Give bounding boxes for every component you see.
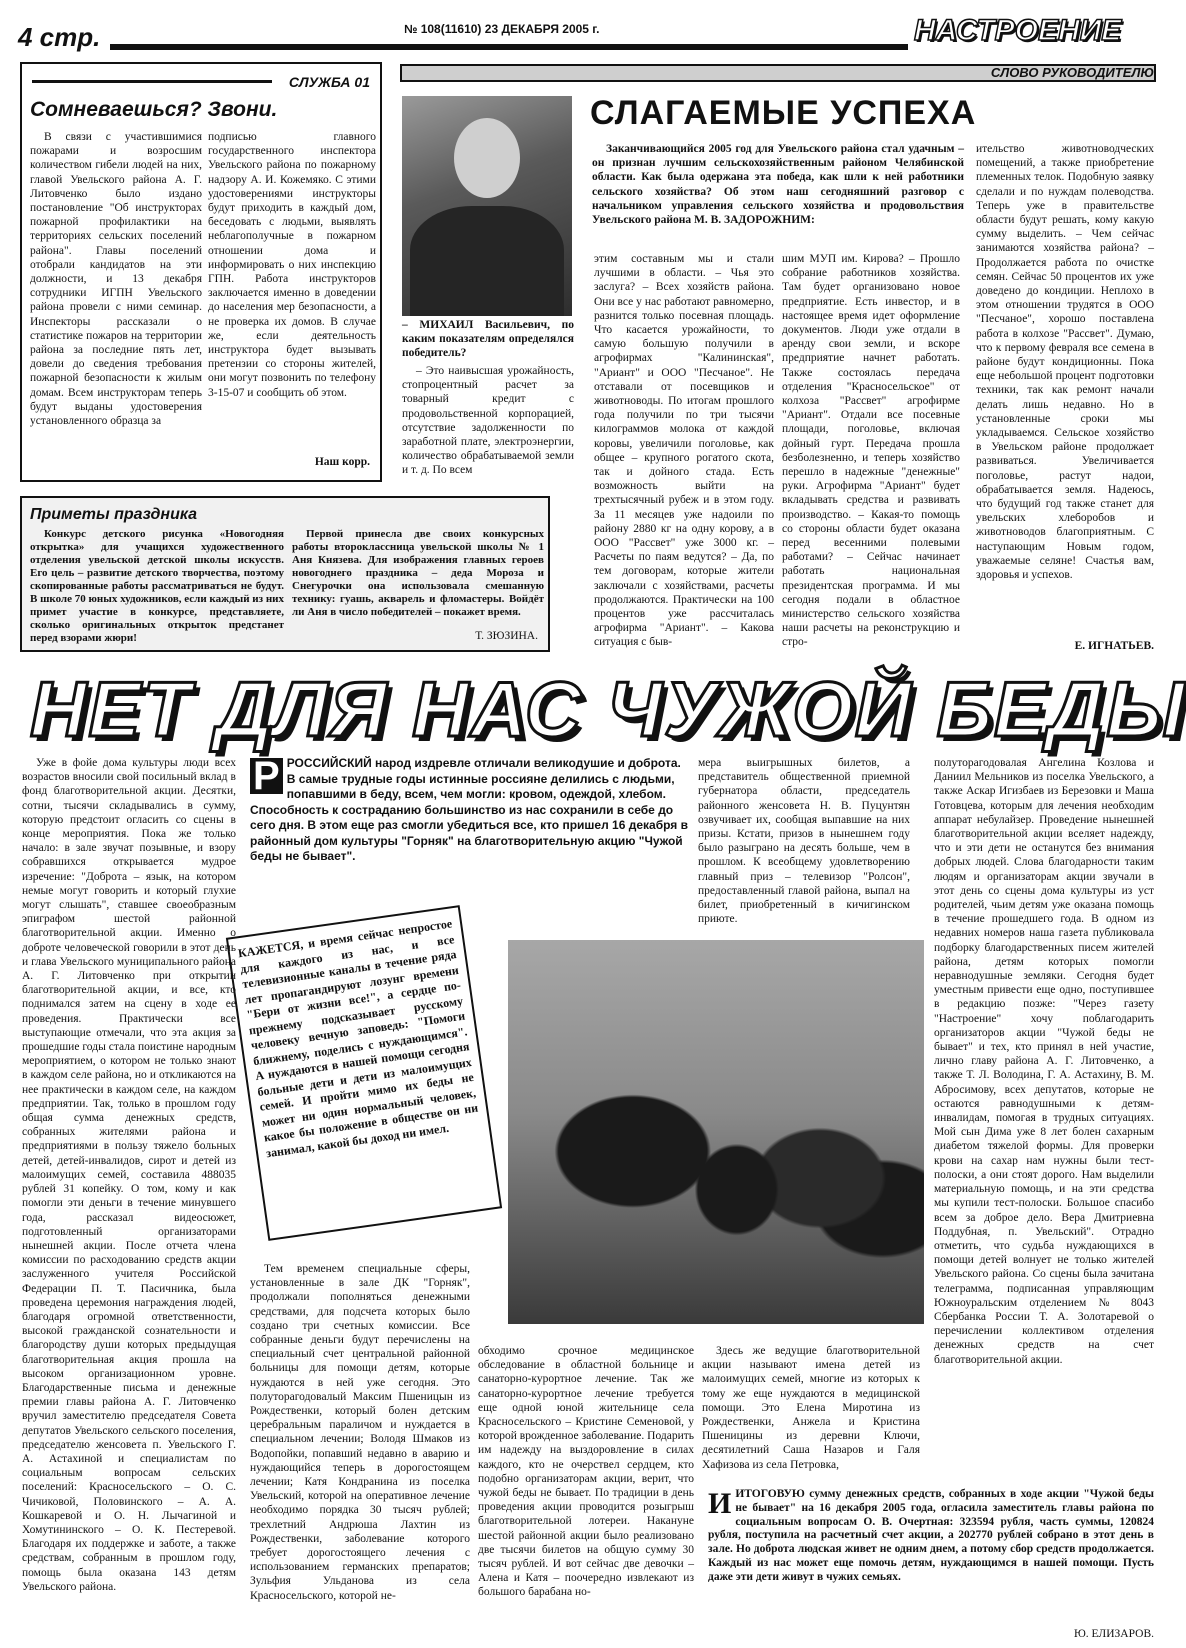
charity-headline: НЕТ ДЛЯ НАС ЧУЖОЙ БЕДЫ <box>30 665 1186 753</box>
text-column <box>976 142 1154 636</box>
text-column <box>478 1344 694 1630</box>
divider <box>32 80 272 83</box>
text-column <box>934 756 1154 1472</box>
rubric: СЛОВО РУКОВОДИТЕЛЮ <box>990 65 1154 80</box>
text-column <box>698 756 910 926</box>
paragraph: шим МУП им. Кирова? – Прошло собрание работников хозяйства. Там будет организовано новое предприятие. Есть инвестор, и в настоящее время идет оформление документов. Люди уже отдали в аренду свои земли, и вскоре предприятие начнет работать. Также состоялась передача отделения "Красносельское" от колхоза "Рассвет" агрофирме "Ариант". Отдали все посевные площади, поголовье, включая дойный гурт. Передача прошла безболезненно, и теперь хозяйство перешло в надежные "денежные" руки. Агрофирма "Ариант" будет вкладывать средства и развивать производство. – Какая-то помощь со стороны области будет оказана перед весенними полевыми работами? – Сейчас начинает работать национальная президентская программа. И мы сегодня подали в областное министерство сельского хозяйства наши расчеты на реконструкцию и стро- <box>782 253 960 649</box>
text-column <box>594 252 774 656</box>
paragraph: Первой принесла две своих конкурсных работы второклассница увельской школы № 1 Аня Князева. Для изображения главных героев новогоднего праздника – деда Мороза и Снегурочки она использовала смешанную технику: гуашь, акварель и фломастеры. Войдёт ли Аня в число победителей – покажет время. <box>292 528 544 618</box>
paragraph: В связи с участившимися пожарами и возросшим количеством гибели людей на них, главой Увельского района А. Г. Литовченко было издано постановление "Об инструкторах пожарной профилактики на территориях сельских поселений района". Главы поселений отобрали кандидатов на эти должности, и 13 декабря сотрудники ИГПН Увельского района провели с ними семинар. Инспекторы рассказали о статистике пожаров на территории района за последние пять лет, довели до сведения требования пожарной безопасности к жилым домам. Всем инструкторам теперь будут выданы удостоверения установленного образца за <box>30 131 202 428</box>
lead-paragraph <box>250 756 690 906</box>
paragraph: этим составным мы и стали лучшими в области. – Чья это заслуга? – Всех хозяйств района. Они все у нас работают равномерно, разнится только посевная площадь. Что касается урожайности, то самую большую получили в агрофирмах "Калининская", "Ариант" и ООО "Песчаное". Не отставали от посевщиков и животноводы. По итогам прошлого года получили по три тысячи килограммов молока от каждой коровы, увеличили поголовье, как общее – крупного рогатого скота, так и дойного стада. Есть возможность выйти на трехтысячный рубеж и в этом году. За 11 месяцев уже надоили по району 2880 кг на одну корову, а в ООО "Рассвет" уже 3000 кг. – Расчеты по паям ведутся? – Да, по тем договорам, которые жители заключали с хозяйствами, расчеты продолжаются. Практически на 100 процентов уже рассчиталась агрофирма "Ариант". – Какова ситуация с быв- <box>594 253 774 649</box>
paragraph: Конкурс детского рисунка «Новогодняя открытка» для учащихся художественного отделения увельской детской школы искусств. Его цель – развитие детского творчества, поэтому скопированные работы рассматриваться не будут. В школе 70 юных художников, если каждый из них примет участие в конкурсе, представляете, сколько оригинальных открыток предстанет перед взорами жюри! <box>30 528 284 644</box>
newspaper-name: НАСТРОЕНИЕ <box>914 14 1122 47</box>
text-column <box>292 528 544 628</box>
paragraph: РОССИЙСКИЙ народ издревле отличали великодушие и доброта. В самые трудные годы истинные россияне делились с людьми, попавшими в беду, всем, чем могли: кровом, одеждой, хлебом. Способность к состраданию большинство из нас сохранили в себе до сего дня. В этом еще раз смогли убедиться все, кто пришел 16 декабря в районный дом культуры "Горняк" на благотворительную акцию "Чужой беды не бывает". <box>250 756 689 863</box>
paragraph: КАЖЕТСЯ, и время сейчас непростое для каждого из нас, и все телевизионные каналы в течение ряда лет пропагандируют лозунг времени "Бери от жизни все!", а сердце по-прежнему подсказывает русскому человеку вечную заповедь: "Помоги ближнему, поделись с нуждающимся". А нуждаются в нашей помощи сегодня больные дети и дети из малоимущих семей. И пройти мимо их беды не может ни один нормальный человек, какое бы положение в обществе он ни занимал, какой бы доход ни имел. <box>237 916 479 1160</box>
paragraph: Тем временем специальные сферы, установленные в зале ДК "Горняк", продолжали пополняться денежными средствами, для подсчета которых было создано три счетных комиссии. Все собранные деньги будут перечислены на специальный счет центральной районной больницы для помощи детям, которые нуждаются в ней уже сегодня. Это полуторагодовалый Максим Пшеницын из Рождественки, который болен детским церебральным параличом и нуждается в специальном лечении; Володя Шмаков из Водопойки, попавший недавно в аварию и нуждающийся теперь в дорогостоящем лечении; Катя Кондранина из поселка Увельский, которой на оперативное лечение необходимо порядка 30 тысяч рублей; трехлетний Андрюша Лахтин из Рождественки, заболевание которого требует дорогостоящего лечения с использованием германских препаратов; Зульфия Ульданова из села Красносельского, которой не- <box>250 1263 470 1602</box>
inset-box <box>226 905 502 1241</box>
paragraph: – Это наивысшая урожайность, стопроцентный расчет за товарный кредит с продовольственной корпорацией, отсутствие задолженности по заработной плате, электроэнергии, количество обрабатываемой земли и т. д. По всем <box>402 365 574 477</box>
lead-paragraph <box>592 142 964 250</box>
drop-cap: И <box>708 1487 732 1520</box>
drop-cap: Р <box>250 758 283 794</box>
text-column <box>250 1262 470 1630</box>
paragraph: мера выигрышных билетов, а представитель общественной приемной губернатора области, председатель районного женсовета Н. В. Пуцунтян озвучивает их, сообщая выпавшие на них призы. Кстати, призов в нынешнем году было разыграно на десять больше, чем в прошлом. К всеобщему удовлетворению главный приз – телевизор "Ролсон", предоставленный главой района, выпал на билет, приобретенный в кичигинском приюте. <box>698 757 910 926</box>
signature: Е. ИГНАТЬЕВ. <box>1074 640 1154 652</box>
text-column <box>22 756 236 1630</box>
text-column <box>30 528 284 648</box>
paragraph: Заканчивающийся 2005 год для Увельского района стал удачным – он признан лучшим сельскохозяйственным районом Челябинской области. Как была одержана эта победа, как шли к ней работники сельского хозяйства? Об этом наш сегодняшний разговор с начальником управления сельского хозяйства и продовольствия Увельского района М. В. ЗАДОРОЖНИМ: <box>592 143 964 227</box>
text-column <box>30 130 202 468</box>
paragraph: обходимо срочное медицинское обследование в областной больнице и санаторно-курортное лечение. Так же санаторно-курортное лечение требуется еще одной юной жительнице села Красносельского – Кристине Семеновой, у которой врожденное заболевание. Подарить им надежду на выздоровление в силах каждого, кто не очерствел сердцем, кто подобно организаторам акции, верит, что чужой беды не бывает. По традиции в день проведения акции проводится розыгрыш благотворительной лотереи. Накануне шестой районной акции было реализовано две тысячи билетов на общую сумму 30 тысяч рублей. И вот сейчас две девочки – Алена и Катя – поочередно извлекают из большого барабана но- <box>478 1345 694 1599</box>
holiday-article <box>20 496 550 652</box>
text-column <box>208 130 376 448</box>
paragraph: ИТОГОВУЮ сумму денежных средств, собранных в ходе акции "Чужой беды не бывает" на 16 декабря 2005 года, огласила заместитель главы района по социальным вопросам О. В. Очертная: 323594 рубля, часть суммы, 120824 рубля, поступила на расчетный счет акции, а 202770 рублей собрано в этот день в зале. Но доброта людская живет не одним днем, а потому сбор средств продолжается. Каждый из нас может еще помочь детям, нуждающимся в нашей помощи. Пусть даже эти дети живут в чужих семьях. <box>708 1488 1154 1583</box>
signature: Т. ЗЮЗИНА. <box>475 630 538 642</box>
rubric: СЛУЖБА 01 <box>288 74 370 90</box>
issue-info: № 108(11610) 23 ДЕКАБРЯ 2005 г. <box>398 22 605 36</box>
portrait-head <box>454 118 520 198</box>
header-rule <box>110 44 908 50</box>
text-column <box>402 364 574 476</box>
article-title: Приметы праздника <box>30 506 198 523</box>
fire-safety-article <box>20 62 382 482</box>
paragraph: – МИХАИЛ Васильевич, по каким показателям определялся победитель? <box>402 319 574 359</box>
article-title: СЛАГАЕМЫЕ УСПЕХА <box>590 94 977 132</box>
inset-text <box>237 916 491 1231</box>
final-paragraph <box>708 1488 1154 1626</box>
paragraph: подписью главного государственного инспектора Увельского района по пожарному надзору А. И. Кожемяко. С этими удостоверениями инструкторы будут приходить в каждый дом, беседовать с людьми, выявлять неблагополучные в пожарном отношении дома и информировать о них инспекцию ГПН. Работа инструкторов заключается именно в доведении до населения мер безопасности, а не проверка их домов. В случае же, если деятельность инструктора будет вызывать претензии со стороны жителей, они могут позвонить по телефону 3-15-07 и сообщить об этом. <box>208 131 376 399</box>
event-photo <box>508 940 924 1324</box>
signature: Наш корр. <box>314 456 370 468</box>
portrait-body <box>410 206 564 316</box>
photo-caption <box>402 318 574 364</box>
text-column <box>782 252 960 656</box>
paragraph: ительство животноводческих помещений, а также приобретение племенных телок. Подобную заявку сделали и по нуждам полеводства. Теперь уже в правительстве области будут решать, кому какую сумму выделить. – Чем сейчас занимаются хозяйства района? – Продолжается работа по очистке семян. Сейчас 50 процентов их уже доведено до кондиции. Неплохо в этом отношении трудятся в ООО "Песчаное", хорошо поставлена работа в колхозе "Рассвет". Думаю, что к первому февраля все семена в районе будут кондиционны. Пока еще небольшой процент подготовки техники, так как ремонт начали делать лишь недавно. Но в установленные сроки мы укладываемся. Сельское хозяйство в Увельском районе продолжает развиваться. Увеличивается поголовье, растут надои, обрабатывается земля. Надеюсь, что будущий год также станет для увельских хлеборобов и животноводов благоприятным. С наступающим Новым годом, уважаемые селяне! Счастья вам, здоровья и успехов. <box>976 143 1154 582</box>
text-column <box>702 1344 920 1470</box>
article-title: Сомневаешься? Звони. <box>30 98 278 121</box>
portrait-photo <box>402 96 572 316</box>
page-number: 4 стр. <box>18 22 101 52</box>
paragraph: Уже в фойе дома культуры люди всех возрастов вносили свой посильный вклад в фонд благотворительной акции. Десятки, сотни, тысячи складывались в сумму, которую предстоит огласить со сцены в конце мероприятия. Пока же только начало: в зале звучат позывные, и взору собравшихся открывается мудрое изречение: "Доброта – язык, на котором немые могут говорить и который глухие могут слышать", ставшее своеобразным эпиграфом шестой районной благотворительной акции. Именно о доброте человеческой говорили в этот день и глава Увельского муниципального района А. Г. Литовченко при открытии благотворительной акции, и все, кто поднимался затем на сцену в ходе ее проведения. Практически все выступающие отмечали, что эта акция за прошедшие годы стала поистине народным мероприятием, о котором не только знают в каждом селе района, но и откликаются на нее практически в каждом селе, на каждом предприятии. Так, только в прошлом году общая сумма денежных средств, собранных жителями района и предприятиями в пользу тяжело больных детей, детей-инвалидов, сирот и детей из малоимущих семей, составила 488035 рублей 31 копейку. О том, кому и как помогли эти деньги в течение минувшего года, рассказал видеосюжет, подготовленный организаторами нынешней акции. После отчета члена комиссии по расходованию средств акции заслуженного учителя Российской Федерации П. Т. Пасичника, была проведена церемония награждения людей, благодаря огромной ответственности, высокой гражданской сознательности и благородству души которых предыдущая благотворительная акция прошла на высоком организационном уровне. Благодарственные письма и денежные премии главы района А. Г. Литовченко вручил заместителю председателя Совета депутатов Увельского сельского поселения, председателю женсовета п. Увельского Г. А. Астахиной и специалистам по социальным вопросам сельских поселений: Красносельского – О. С. Чичиковой, Половинского – А. А. Кошкаревой и О. Н. Лычагиной и Хомутининского – О. К. Пестеревой. Благодаря их поддержке и заботе, а также средствам, собранным в прошлом году, помощь была оказана 143 детям Увельского района. <box>22 757 236 1593</box>
paragraph: Здесь же ведущие благотворительной акции называют имена детей из малоимущих семей, многие из которых к тому же еще нуждаются в медицинской помощи. Это Елена Миротина из Рождественки, Анжела и Кристина Пшеницины из деревни Ключи, десятилетний Саша Назаров и Галя Хафизова из села Петровка, <box>702 1345 920 1471</box>
signature: Ю. ЕЛИЗАРОВ. <box>1073 1628 1154 1640</box>
paragraph: полуторагодовалая Ангелина Козлова и Даниил Мельников из поселка Увельского, а также Аскар Игизбаев из Березовки и Маша Готовцева, которым для лечения необходим аппарат небулайзер. Проведение нынешней благотворительной акции вселяет надежду, что и эти дети не останутся без внимания добрых людей. Слова благодарности таким людям и организаторам акции звучали в этот день со сцены дома культуры из уст родителей, чьим детям уже оказана помощь в течение прошедшего года. В одном из недавних номеров наша газета публиковала подборку благодарственных писем жителей района, детям которых помогли неравнодушные земляки. Сегодня будет уместным привести еще одно, поступившее в редакцию позже: "Через газету "Настроение" хочу поблагодарить организаторов акции "Чужой беды не бывает" и тех, кто принял в ней участие, лично главу района А. Г. Литовченко, а также Т. Л. Володина, Г. А. Астахину, В. М. Абросимову, всех депутатов, которые не остаются равнодушными к детям-инвалидам, помогая в трудных ситуациях. Мой сын Дима уже 8 лет болен сахарным диабетом тяжелой формы. Для проверки крови на сахар нам нужны были тест-полоски, а они стоят дорого. Нам выделили материальную помощь, и на эти средства мы купили тест-полоски. Большое спасибо всем за доброе дело. Вера Дмитриевна Поддубная, п. Увельский". Отрадно отметить, что судьба нуждающихся в помощи детей волнует не только жителей Увельского района. Со сцены была зачитана телеграмма, подписанная управляющим Южноуральским отделением № 8043 Сбербанка России Т. А. Золотаревой о перечислении коллективом отделения денежных средств на счет благотворительной акции. <box>934 757 1154 1366</box>
